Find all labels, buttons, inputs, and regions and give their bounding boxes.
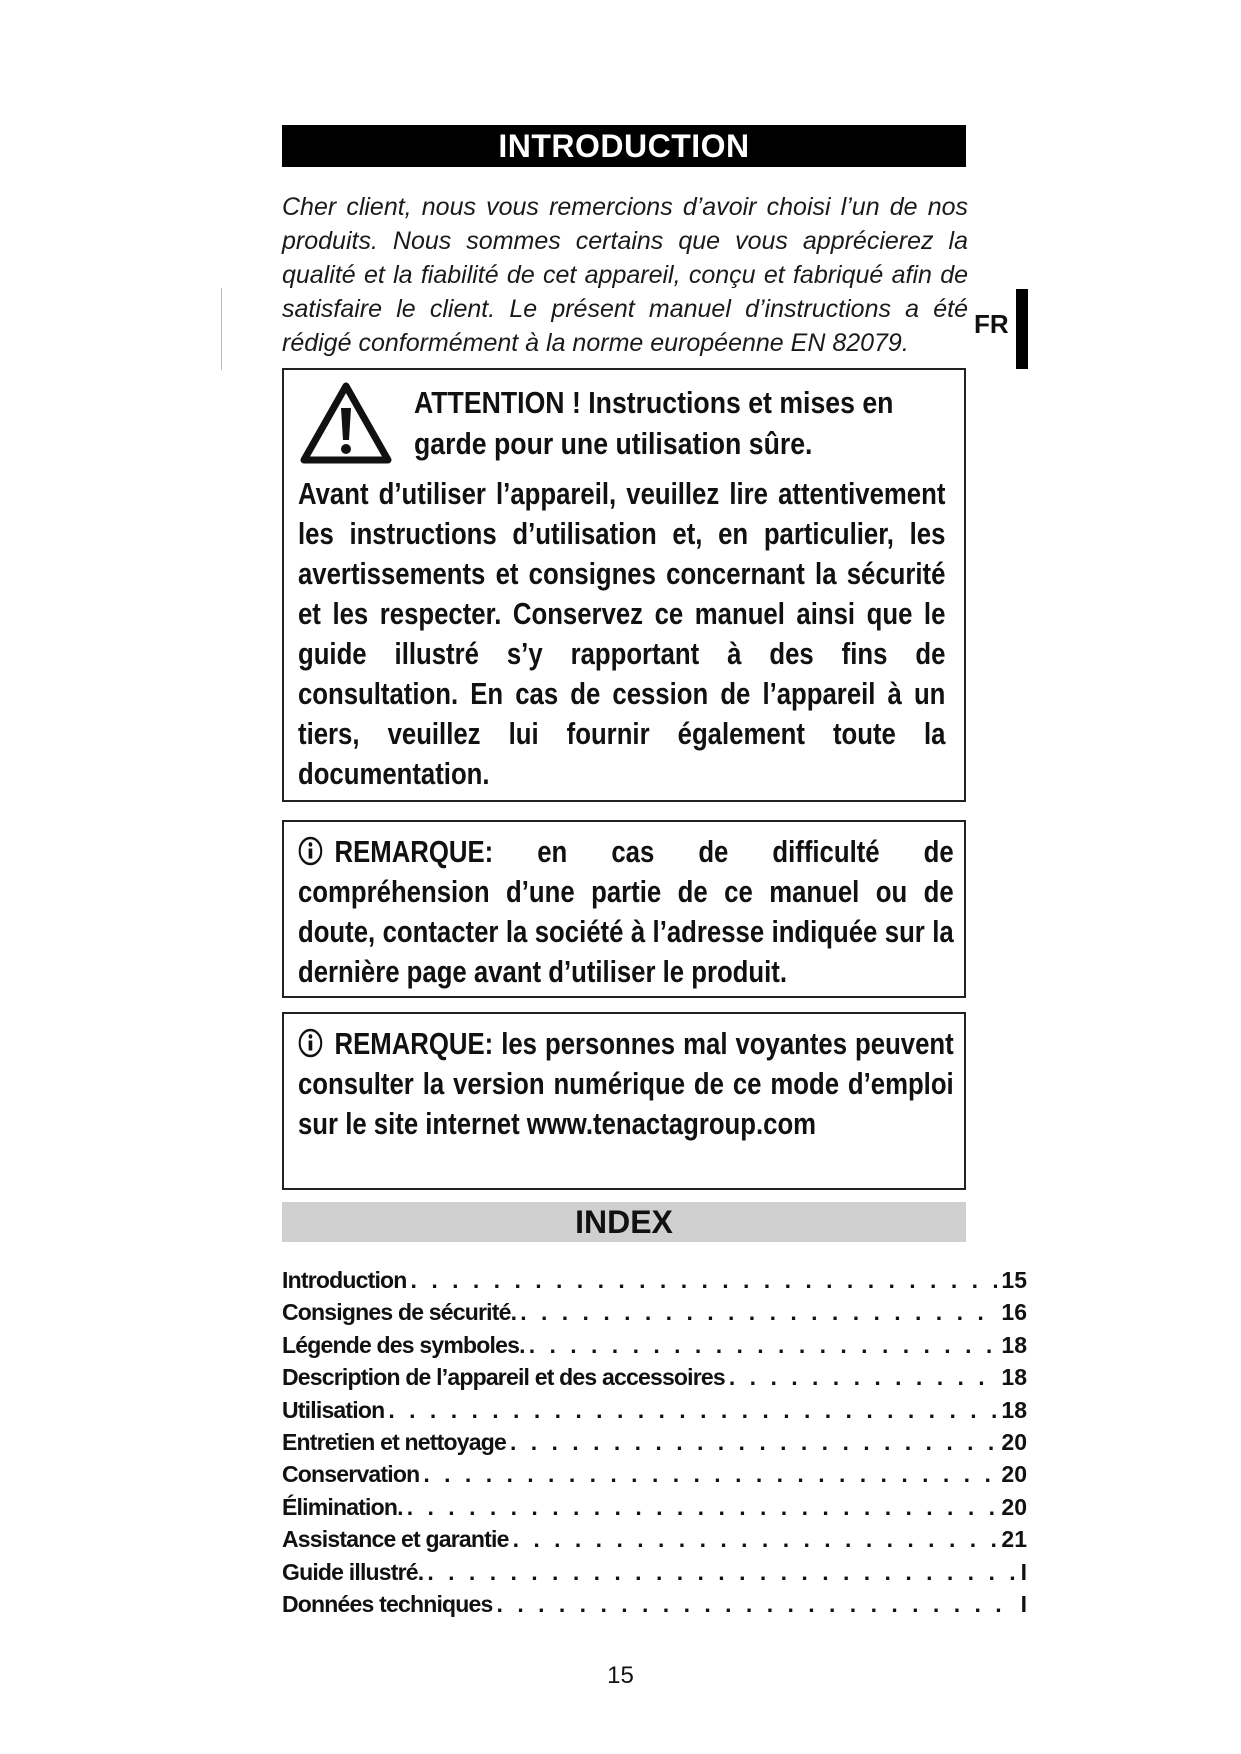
info-icon	[298, 836, 323, 866]
intro-paragraph: Cher client, nous vous remercions d’avoir choisi l’un de nos produits. Nous sommes certains que vous apprécierez la qualité et la fiabilité de cet appareil, conçu et fabriqué afin de satisfaire le client. Le présent manuel d’instructions a été rédigé conformément à la norme européenne EN 82079.	[282, 193, 968, 357]
info-icon	[298, 1028, 323, 1058]
remark-difficulty-text: REMARQUE: en cas de difficulté de compréhension d’une partie de ce manuel ou de doute, contacter la société à l’adresse indiquée sur la dernière page avant d’utiliser le produit.	[298, 834, 954, 989]
toc-entry[interactable]: Entretien et nettoyage . . . 20	[282, 1426, 1027, 1458]
index-heading: INDEX	[282, 1202, 966, 1242]
remark-visually-impaired-text: REMARQUE: les personnes mal voyantes peuvent consulter la version numérique de ce mode d’emploi sur le site internet www.tenactagroup.com	[298, 1026, 954, 1141]
remark-text	[298, 832, 954, 992]
attention-body: Avant d’utiliser l’appareil, veuillez lire attentivement les instructions d’utilisation et, en particulier, les avertissements et consignes concernant la sécurité et les respecter. Conservez ce manuel ainsi que le guide illustré s’y rapportant à des fins de consultation. En cas de cession de l’appareil à un tiers, veuillez lui fournir également toute la documentation.	[298, 476, 946, 791]
attention-box	[282, 368, 966, 802]
toc-entry[interactable]: Élimination. . . . 20	[282, 1491, 1027, 1523]
attention-title: ATTENTION ! Instructions et mises en garde pour une utilisation sûre.	[414, 385, 894, 461]
page-number: 15	[607, 1662, 634, 1689]
toc-entry[interactable]: Légende des symboles. . . . 18	[282, 1329, 1027, 1361]
language-tab-bar	[1016, 289, 1028, 369]
toc-entry[interactable]: Utilisation . . . 18	[282, 1394, 1027, 1426]
toc-entry[interactable]: Consignes de sécurité. . . . 16	[282, 1296, 1027, 1328]
toc-entry[interactable]: Description de l’appareil et des accessoires . . . 18	[282, 1361, 1027, 1393]
remark-box-difficulty	[282, 820, 966, 998]
margin-rule	[221, 288, 222, 370]
toc-entry[interactable]: Conservation . . . 20	[282, 1458, 1027, 1490]
warning-triangle-icon	[298, 380, 394, 466]
toc-entry[interactable]: Guide illustré. . . . I	[282, 1556, 1027, 1588]
toc-entry[interactable]: Données techniques . . . I	[282, 1588, 1027, 1620]
toc-entry[interactable]: Introduction . . . 15	[282, 1264, 1027, 1296]
introduction-heading: INTRODUCTION	[282, 125, 966, 167]
toc-entry[interactable]: Assistance et garantie . . . 21	[282, 1523, 1027, 1555]
table-of-contents	[282, 1264, 1027, 1620]
remark-text	[298, 1024, 954, 1144]
remark-box-visually-impaired	[282, 1012, 966, 1190]
language-tab-label: FR	[974, 309, 1009, 339]
